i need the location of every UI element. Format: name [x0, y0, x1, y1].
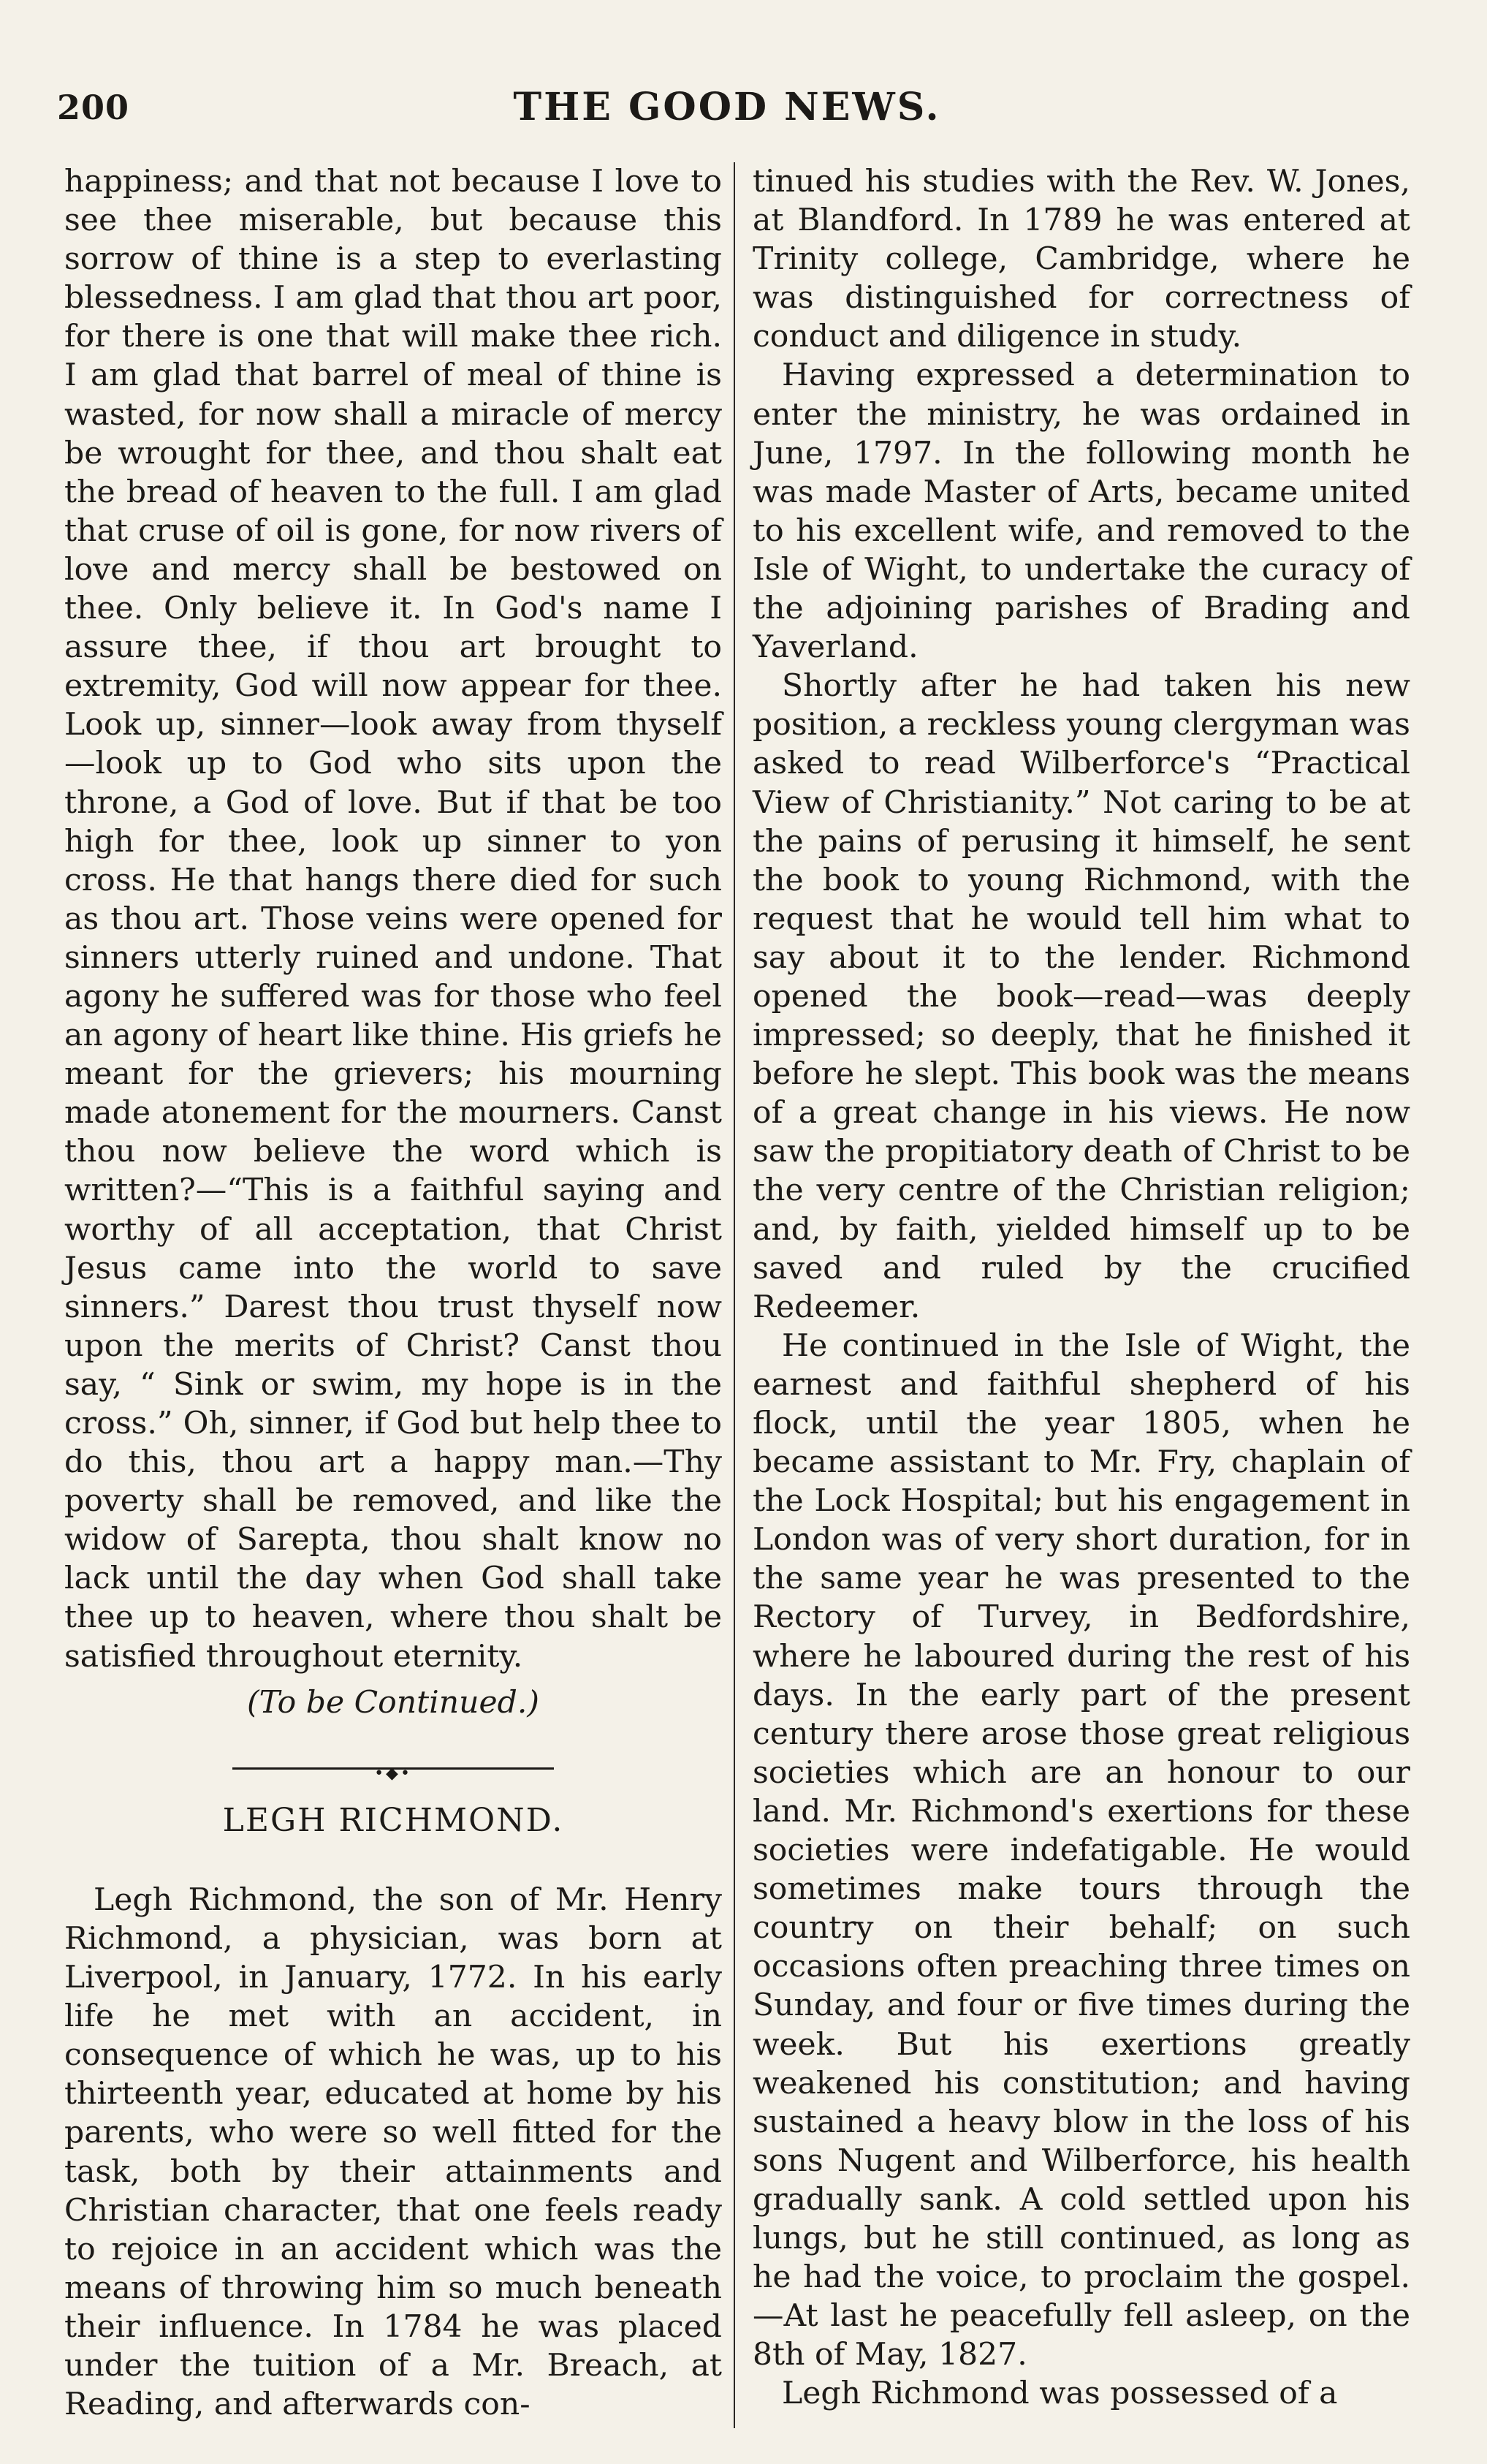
right-column: [753, 162, 1410, 2413]
sermon-conclusion-paragraph: happiness; and that not because I love to see thee miserable, but because this sorrow of thine is a step to everlasting blessedness. I am glad that thou art poor, for there is one that will make thee rich. I am glad that barrel of meal of thine is wasted, for now shall a miracle of mercy be wrought for thee, and thou shalt eat the bread of heaven to the full. I am glad that cruse of oil is gone, for now rivers of love and mercy shall be bestowed on thee. Only believe it. In God's name I assure thee, if thou art brought to extremity, God will now appear for thee. Look up, sinner—look away from thyself—look up to God who sits upon the throne, a God of love. But if that be too high for thee, look up sinner to yon cross. He that hangs there died for such as thou art. Those veins were opened for sinners utterly ruined and undone. That agony he suffered was for those who feel an agony of heart like thine. His griefs he meant for the grievers; his mourning made atonement for the mourners. Canst thou now believe the word which is written?—“This is a faithful saying and worthy of all acceptation, that Christ Jesus came into the world to save sinners.” Darest thou trust thyself now upon the merits of Christ? Canst thou say, “ Sink or swim, my hope is in the cross.” Oh, sinner, if God but help thee to do this, thou art a happy man.—Thy poverty shall be removed, and like the widow of Sarepta, thou shalt know no lack until the day when God shall take thee up to heaven, where thou shalt be satisfied throughout eternity.: [64, 164, 722, 1675]
running-title: THE GOOD NEWS.: [513, 85, 941, 129]
biography-paragraph-6: Legh Richmond was possessed of a: [782, 2376, 1338, 2412]
page-header: [51, 80, 1403, 139]
column-rule: [734, 162, 735, 2428]
page-number: 200: [57, 88, 130, 127]
biography-paragraph-1: Legh Richmond, the son of Mr. Henry Richmond, a physician, was born at Liverpool, in January, 1772. In his early life he met with an accident, in consequence of which he was, up to his thirteenth year, educated at home by his parents, who were so well fitted for the task, both by their attainments and Christian character, that one feels ready to rejoice in an accident which was the means of throwing him so much beneath their influence. In 1784 he was placed under the tuition of a Mr. Breach, at Reading, and afterwards con-: [64, 1881, 722, 2423]
divider-ornament-icon: •◆•: [374, 1764, 412, 1783]
section-divider: [64, 1751, 722, 1788]
biography-paragraph-2: tinued his studies with the Rev. W. Jones, at Blandford. In 1789 he was entered at Trinity college, Cambridge, where he was distinguished for correctness of conduct and diligence in study.: [753, 164, 1410, 355]
biography-paragraph-5: He continued in the Isle of Wight, the earnest and faithful shepherd of his flock, until the year 1805, when he became assistant to Mr. Fry, chaplain of the Lock Hospital; but his engagement in London was of very short duration, for in the same year he was presented to the Rectory of Turvey, in Bedfordshire, where he laboured during the rest of his days. In the early part of the present century there arose those great religious societies which are an honour to our land. Mr. Richmond's exertions for these societies were indefatigable. He would sometimes make tours through the country on their behalf; on such occasions often preaching three times on Sunday, and four or five times during the week. But his exertions greatly weakened his constitution; and having sustained a heavy blow in the loss of his sons Nugent and Wilberforce, his health gradually sank. A cold settled upon his lungs, but he still continued, as long as he had the voice, to proclaim the gospel.—At last he peacefully fell asleep, on the 8th of May, 1827.: [753, 1327, 1410, 2373]
biography-paragraph-3: Having expressed a determination to enter the ministry, he was ordained in June, 1797. In the following month he was made Master of Arts, became united to his excellent wife, and removed to the Isle of Wight, to undertake the curacy of the adjoining parishes of Brading and Yaverland.: [753, 357, 1410, 666]
article-title: LEGH RICHMOND.: [222, 1801, 564, 1839]
to-be-continued-note: (To be Continued.): [247, 1684, 539, 1721]
biography-paragraph-4: Shortly after he had taken his new position, a reckless young clergyman was asked to read Wilberforce's “Practical View of Christianity.” Not caring to be at the pains of perusing it himself, he sent the book to young Richmond, with the request that he would tell him what to say about it to the lender. Richmond opened the book—read—was deeply impressed; so deeply, that he finished it before he slept. This book was the means of a great change in his views. He now saw the propitiatory death of Christ to be the very centre of the Christian religion; and, by faith, yielded himself up to be saved and ruled by the crucified Redeemer.: [753, 668, 1410, 1325]
left-column: [64, 162, 722, 2424]
